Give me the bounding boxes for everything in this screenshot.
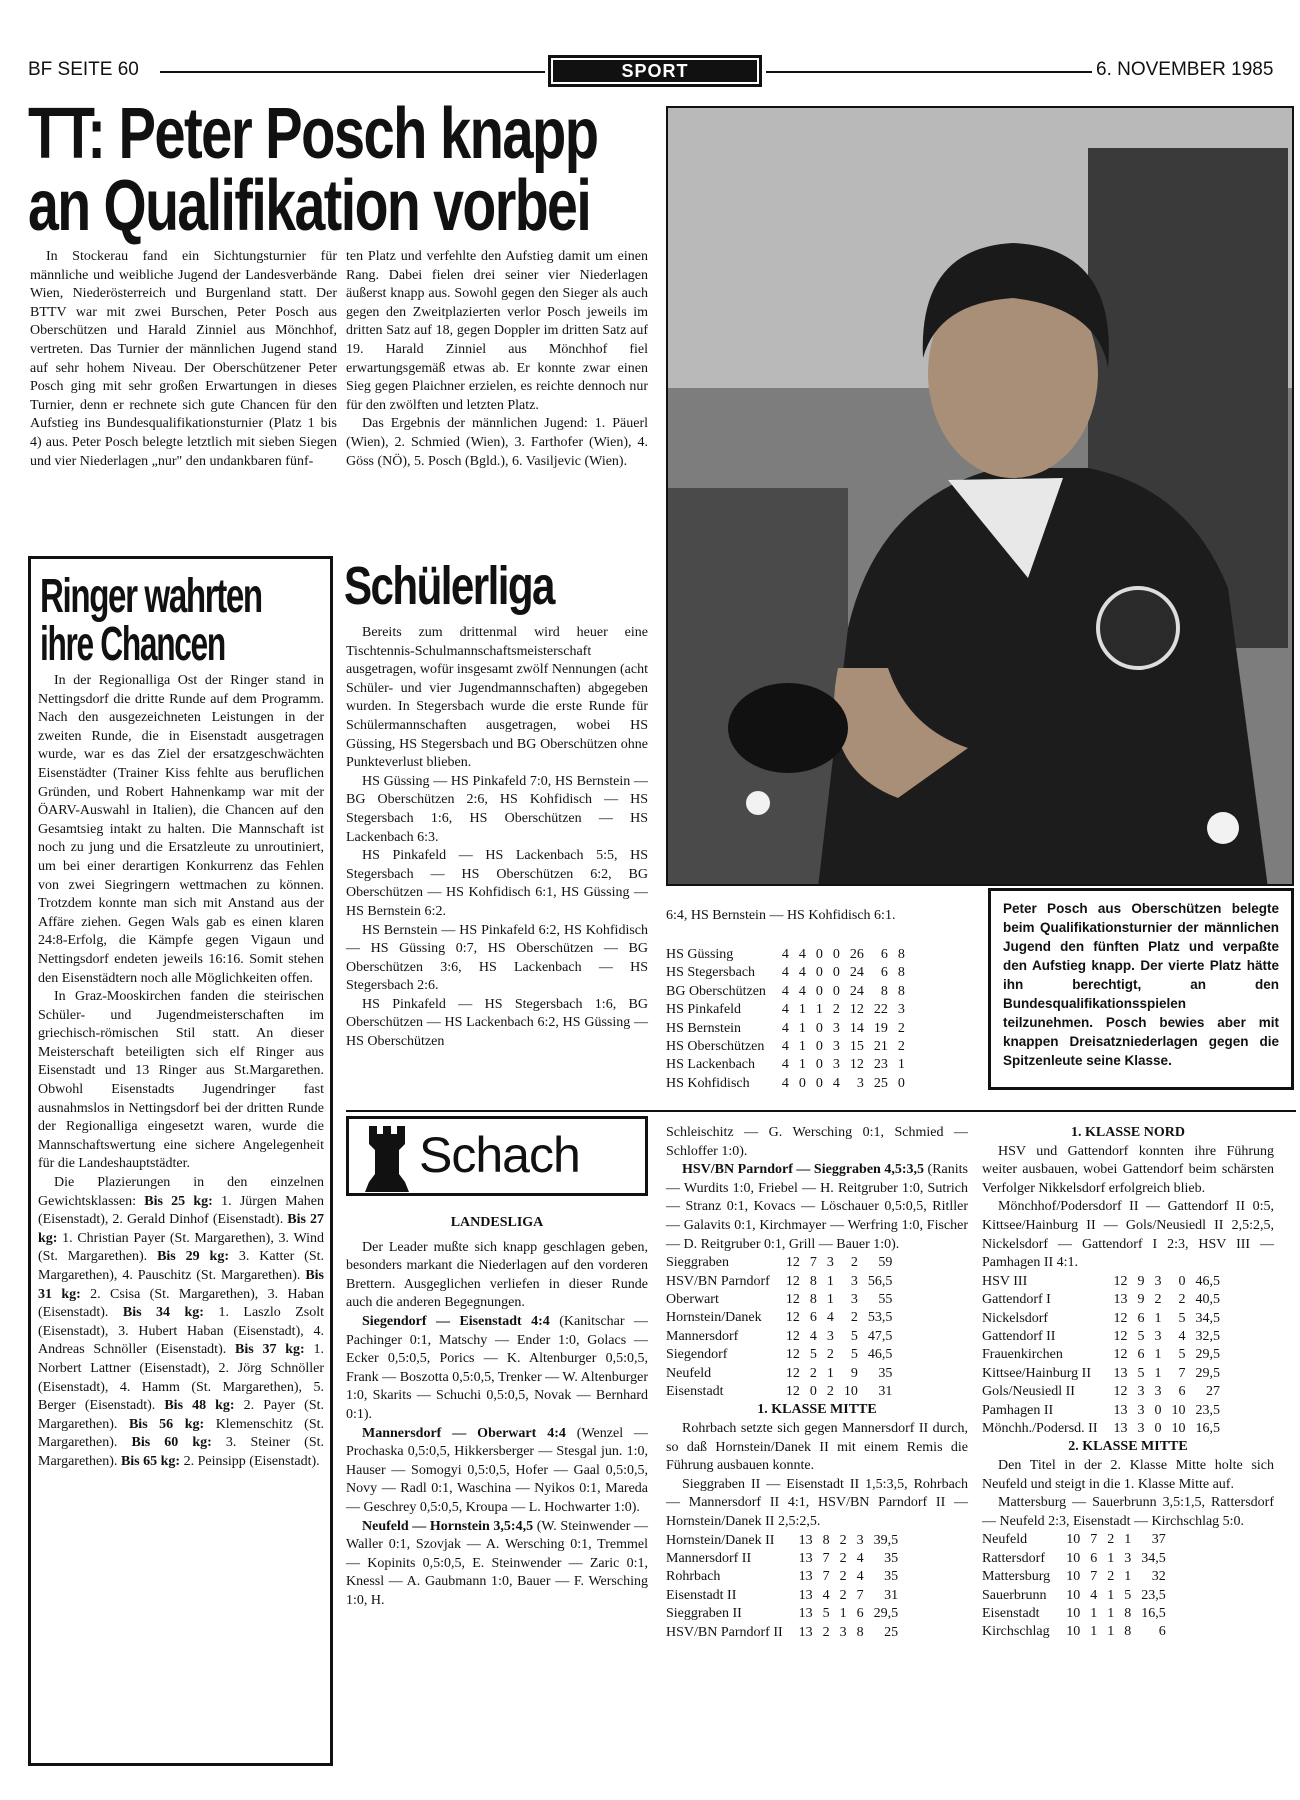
table-row: HSV/BN Parndorf II 13 2 3 8 25 — [666, 1624, 899, 1640]
table-row: HS Oberschützen 4 1 0 3 15 21 2 — [666, 1039, 905, 1055]
ringer-body: In der Regionalliga Ost der Ringer stand in Nettingsdorf die dritte Runde auf dem Programm. Nach den ausgezeichneten Leistungen in der zweiten Runde, die in Eisenstadt ausgetragen wurde, war es das Ziel der ersatzgeschwächten Eisenstädter (Trainer Kiss fehlte aus beruflichen Gründen, und Robert Hahnenkamp war mit der ÖARV-Auswahl in Italien), die Chancen auf den Gesamtsieg intakt zu halten. Die Mannschaft ist noch zu jung und die Ersatzleute zu unroutiniert, um bei einer derartigen Konkurrenz das Fehlen von zwei Siegringern wettmachen zu können. Trotzdem konnte man sich mit Anstand aus der Affäre ziehen. Gegen Wals gab es einen klaren 24:8-Erfolg, die Kämpfe gegen Vigaun und Nettingsdorf endeten jeweils 16:16. Somit stehen den Eisenstädtern noch alle Möglichkeiten offen. In Graz-Mooskirchen fanden die steirischen Schüler- und Jugendmeisterschaften im griechisch-römischen Stil statt. An dieser Meisterschaft beteiligten sich elf Ringer aus Eisenstadt und 13 Ringer aus St.Margarethen. Obwohl Eisenstadts Jugendringer fast ausnahmslos in Nettingsdorf bei der dritten Runde der Regionalliga eingesetzt waren, wurde die Mannschaftswertung eine sichere Angelegenheit für die Landeshauptstädter. Die Plazierungen in den einzelnen Gewichtsklassen: Bis 25 kg: 1. Jürgen Mahen (Eisenstadt), 2. Gerald Dinhof (Eisenstadt). Bis 27 kg: 1. Christian Payer (St. Margarethen), 3. Wind (St. Margarethen). Bis 29 kg: 3. Katter (St. Margarethen), 4. Pauschitz (St. Margarethen). Bis 31 kg: 2. Csisa (St. Margarethen), 3. Haban (Eisenstadt). Bis 34 kg: 1. Laszlo Zsolt (Eisenstadt), 3. Hubert Haban (Eisenstadt), 4. Andreas Schnöller (Eisenstadt). Bis 37 kg: 1. Norbert Lattner (Eisenstadt), 2. Jörg Schnöller (Eisenstadt), 4. Hamm (St. Margarethen), 5. Berger (Eisenstadt). Bis 48 kg: 2. Payer (St. Margarethen). Bis 56 kg: Klemenschitz (St. Margarethen). Bis 60 kg: 3. Steiner (St. Margarethen). Bis 65 kg: 2. Peinsipp (Eisenstadt). — [38, 673, 325, 1469]
tt-headline-2: an Qualifikation vorbei — [28, 166, 591, 246]
page-header — [0, 55, 1300, 95]
table-row: Mannersdorf II 13 7 2 4 35 — [666, 1550, 899, 1566]
table-row: Mattersburg 10 7 2 1 32 — [982, 1569, 1166, 1585]
issue-date: 6. NOVEMBER 1985 — [1096, 59, 1274, 80]
schuelerliga-body: Bereits zum drittenmal wird heuer eine Tischtennis-Schulmannschaftsmeisterschaft ausgetragen, wofür insgesamt zwölf Nennungen (acht Schüler- und vier Jugendmannschaften) abgegeben wurden. In Stegersbach wurde die erste Runde für Schülermannschaften ausgetragen, wobei HS Güssing, HS Stegersbach und BG Oberschützen ohne Punkteverlust blieben. HS Güssing — HS Pinkafeld 7:0, HS Bernstein — BG Oberschützen 2:6, HS Kohfidisch — HS Stegersbach 1:6, HS Oberschützen — HS Lackenbach 6:3. HS Pinkafeld — HS Lackenbach 5:5, HS Stegersbach — HS Oberschützen 6:2, BG Oberschützen — HS Kohfidisch 6:1, HS Güssing — HS Bernstein 6:2. HS Bernstein — HS Pinkafeld 6:2, HS Kohfidisch — HS Güssing 0:7, HS Oberschützen — BG Oberschützen 3:6, HS Lackenbach — HS Stegersbach 2:6. HS Pinkafeld — HS Stegersbach 1:6, BG Oberschützen — HS Lackenbach 6:2, HS Güssing — HS Oberschützen — [346, 625, 648, 1050]
chess-rook-icon — [357, 1120, 417, 1194]
mitte2-table — [982, 1531, 1166, 1641]
table-row: Rattersdorf 10 6 1 3 34,5 — [982, 1550, 1166, 1566]
player-photo — [666, 106, 1294, 886]
table-tennis-player-image — [668, 108, 1294, 886]
table-row: Hornstein/Danek II 13 8 2 3 39,5 — [666, 1532, 899, 1548]
ringer-headline-1: Ringer wahrten — [40, 570, 262, 623]
table-row: HSV/BN Parndorf 12 8 1 3 56,5 — [666, 1273, 893, 1289]
table-row: BG Oberschützen 4 4 0 0 24 8 8 — [666, 983, 905, 999]
schach-logo-text: Schach — [419, 1127, 580, 1183]
section-label: SPORT — [548, 55, 762, 87]
table-row: Sieggraben II 13 5 1 6 29,5 — [666, 1606, 899, 1622]
table-row: Mönchh./Podersd. II 13 3 0 10 16,5 — [982, 1421, 1220, 1436]
schach-col2: Schleischitz — G. Wersching 0:1, Schmied — Schloffer 1:0). HSV/BN Parndorf — Sieggraben 4,5:3,5 (Ranits — Wurdits 1:0, Friebel — H. Reitgruber 1:0, Sutrich — Stranz 0:1, Kovacs — Löschauer 0,5:0,5, Ritller — Galavits 0:1, Kirchmayer — Werfring 1:0, Fischer — D. Reitgruber 0:1, Grill — Bauer 1:0). Sieggraben 12 7 3 2 59 HSV/BN Parndorf 12 8 1 3 56,5 Oberwart 12 8 1 3 55 Hornstein/Danek 12 6 4 2 53,5 Mannersdorf 12 4 3 5 47,5 Siegendorf 12 5 2 5 46,5 Neufeld 12 2 1 9 35 Eisenstadt 12 0 2 10 31 1. KLASSE MITTE Rohrbach setzte sich gegen Mannersdorf II durch, so daß Hornstein/Danek II mit einem Remis die Führung ausbauen konnte. Sieggraben II — Eisenstadt II 1,5:3,5, Rohrbach — Mannersdorf II 4:1, HSV/BN Parndorf II — Hornstein/Danek II 2,5:2,5. Hornstein/Danek II 13 8 2 3 39,5 Mannersdorf II 13 7 2 4 35 Rohrbach 13 7 2 4 35 Eisenstadt II 13 4 2 7 31 Sieggraben II 13 5 1 6 29,5 HSV/BN Parndorf II 13 2 3 8 25 — [666, 1124, 968, 1642]
table-row: Kirchschlag 10 1 1 8 6 — [982, 1624, 1166, 1640]
table-row: Nickelsdorf 12 6 1 5 34,5 — [982, 1310, 1220, 1326]
table-row: Sieggraben 12 7 3 2 59 — [666, 1255, 893, 1271]
table-row: HS Stegersbach 4 4 0 0 24 6 8 — [666, 965, 905, 981]
tt-body-col2: ten Platz und verfehlte den Aufstieg damit um einen Rang. Dabei fielen drei seiner vier Niederlagen äußerst knapp aus. Sowohl gegen den Sieger als auch gegen den Zweitplazierten verlor Posch jeweils im dritten Satz auf 18, gegen Doppler im dritten Satz auf 19. Harald Zinniel aus Mönchhof fiel erwartungsgemäß etwas ab. Er konnte zwar einen Sieg gegen Plaichner erzielen, es reichte dennoch nur für den zwölften und letzten Platz. Das Ergebnis der männlichen Jugend: 1. Päuerl (Wien), 2. Schmied (Wien), 3. Farthofer (Wien), 4. Göss (NÖ), 5. Posch (Bgld.), 6. Vasiljevic (Wien). — [346, 249, 648, 469]
nord-table — [982, 1273, 1220, 1439]
ringer-headline-2: ihre Chancen — [40, 618, 225, 671]
schach-col3: 1. KLASSE NORD HSV und Gattendorf konnten ihre Führung weiter ausbauen, wobei Gattendorf beim schärsten Verfolger Nikkelsdorf erfolgreich blieb. Mönchhof/Podersdorf II — Gattendorf II 0:5, Kittsee/Hainburg II — Gols/Neusiedl II 2,5:2,5, Nickelsdorf — Gattendorf I 2:3, HSV III — Pamhagen II 4:1. HSV III 12 9 3 0 46,5 Gattendorf I 13 9 2 2 40,5 Nickelsdorf 12 6 1 5 34,5 Gattendorf II 12 5 3 4 32,5 Frauenkirchen 12 6 1 5 29,5 Kittsee/Hainburg II 13 5 1 7 29,5 Gols/Neusiedl II 12 3 3 6 27 Pamhagen II 13 3 0 10 23,5 Mönchh./Podersd. II 13 3 0 10 16,5 2. KLASSE MITTE Den Titel in der 2. Klasse Mitte holte sich Neufeld und steigt in die 1. Klasse Mitte auf. Mattersburg — Sauerbrunn 3,5:1,5, Rattersdorf — Neufeld 2:3, Eisenstadt — Kirchschlag 5:0. Neufeld 10 7 2 1 37 Rattersdorf 10 6 1 3 34,5 Mattersburg 10 7 2 1 32 Sauerbrunn 10 4 1 5 23,5 Eisenstadt 10 1 1 8 16,5 Kirchschlag 10 1 1 8 6 — [982, 1124, 1274, 1642]
table-row: HS Bernstein 4 1 0 3 14 19 2 — [666, 1020, 905, 1036]
schach-col1: LANDESLIGA Der Leader mußte sich knapp geschlagen geben, besonders markant die Niederlagen auf den vorderen Brettern. Ausgeglichen verliefen in dieser Runde auch die anderen Begegnungen. Siegendorf — Eisenstadt 4:4 (Kanitschar — Pachinger 0:1, Matschy — Ender 1:0, Golacs — Ecker 0,5:0,5, Porics — K. Altenburger 0,5:0,5, Frank — Boszotta 0,5:0,5, Trenker — W. Altenburger 1:0, Skarits — Schuchi 0,5:0,5, Novak — Bernhard 0:1). Mannersdorf — Oberwart 4:4 (Wenzel — Prochaska 0,5:0,5, Hikkersberger — Stesgal jun. 1:0, Hauser — Somogyi 0,5:0,5, Hofer — Gaal 0,5:0,5, Novy — Radl 0:1, Waschina — Nyikos 0:1, Mareda — Geschrey 0,5:0,5, Kroupa — L. Hochwarter 1:0). Neufeld — Hornstein 3,5:4,5 (W. Steinwender — Waller 0:1, Szovjak — A. Wersching 0:1, Tremmel — Kopinits 0,5:0,5, E. Steinwender — Zaric 0:1, Knessl — A. Gaubmann 1:0, Bauer — F. Wersching 1:0, H. — [346, 1215, 649, 1608]
mitte-table — [666, 1532, 898, 1642]
table-row: Gols/Neusiedl II 12 3 3 6 27 — [982, 1384, 1220, 1400]
table-row: Sauerbrunn 10 4 1 5 23,5 — [982, 1587, 1166, 1603]
tt-headline-1: TT: Peter Posch knapp — [28, 94, 598, 174]
schuelerliga-body-cont: 6:4, HS Bernstein — HS Kohfidisch 6:1. — [666, 908, 896, 923]
table-row: Gattendorf II 12 5 3 4 32,5 — [982, 1328, 1220, 1344]
table-row: Rohrbach 13 7 2 4 35 — [666, 1569, 899, 1585]
schuelerliga-headline: Schülerliga — [344, 556, 554, 616]
table-row: Neufeld 10 7 2 1 37 — [982, 1532, 1166, 1548]
table-row: Kittsee/Hainburg II 13 5 1 7 29,5 — [982, 1365, 1220, 1381]
photo-caption: Peter Posch aus Oberschützen belegte beim Qualifikationsturnier der männlichen Jugend den fünften Platz und verpaßte den Aufstieg knapp. Der vierte Platz hätte ihn berechtigt, an den Bundesqualifikationsspielen teilzunehmen. Posch bewies aber mit knappen Dreisatzniederlagen gegen die Spitzenleute seine Klasse. — [988, 888, 1294, 1090]
schuelerliga-table — [666, 946, 905, 1093]
table-row: HS Pinkafeld 4 1 1 2 12 22 3 — [666, 1002, 905, 1018]
table-row: Frauenkirchen 12 6 1 5 29,5 — [982, 1347, 1220, 1363]
table-row: HS Lackenbach 4 1 0 3 12 23 1 — [666, 1057, 905, 1073]
table-row: Eisenstadt 12 0 2 10 31 — [666, 1384, 893, 1399]
table-row: HS Güssing 4 4 0 0 26 6 8 — [666, 947, 905, 962]
schach-logo — [346, 1116, 648, 1196]
table-row: Oberwart 12 8 1 3 55 — [666, 1291, 893, 1307]
table-row: Hornstein/Danek 12 6 4 2 53,5 — [666, 1310, 893, 1326]
page-number: BF SEITE 60 — [28, 59, 139, 80]
table-row: Eisenstadt II 13 4 2 7 31 — [666, 1587, 899, 1603]
landesliga-table — [666, 1254, 892, 1401]
tt-body-col1: In Stockerau fand ein Sichtungsturnier für männliche und weibliche Jugend der Landesverbände Wien, Niederösterreich und Burgenland statt. Der BTTV war mit zwei Burschen, Peter Posch aus Oberschützen und Harald Zinniel aus Mönchhof, vertreten. Das Turnier der männlichen Jugend stand auf sehr hohem Niveau. Der Oberschützener Peter Posch ging mit sehr großen Erwartungen in dieses Turnier, denn er rechnete sich gute Chancen für den Aufstieg ins Bundesqualifikationsturnier (Platz 1 bis 4) aus. Peter Posch belegte letztlich mit sieben Siegen und vier Niederlagen „nur" den undankbaren fünf- — [30, 249, 337, 469]
table-row: Pamhagen II 13 3 0 10 23,5 — [982, 1402, 1220, 1418]
table-row: Siegendorf 12 5 2 5 46,5 — [666, 1347, 893, 1363]
table-row: HSV III 12 9 3 0 46,5 — [982, 1273, 1220, 1289]
table-row: Mannersdorf 12 4 3 5 47,5 — [666, 1328, 893, 1344]
table-row: Neufeld 12 2 1 9 35 — [666, 1365, 893, 1381]
table-row: Eisenstadt 10 1 1 8 16,5 — [982, 1606, 1166, 1621]
table-row: Gattendorf I 13 9 2 2 40,5 — [982, 1292, 1220, 1308]
table-row: HS Kohfidisch 4 0 0 4 3 25 0 — [666, 1075, 905, 1091]
